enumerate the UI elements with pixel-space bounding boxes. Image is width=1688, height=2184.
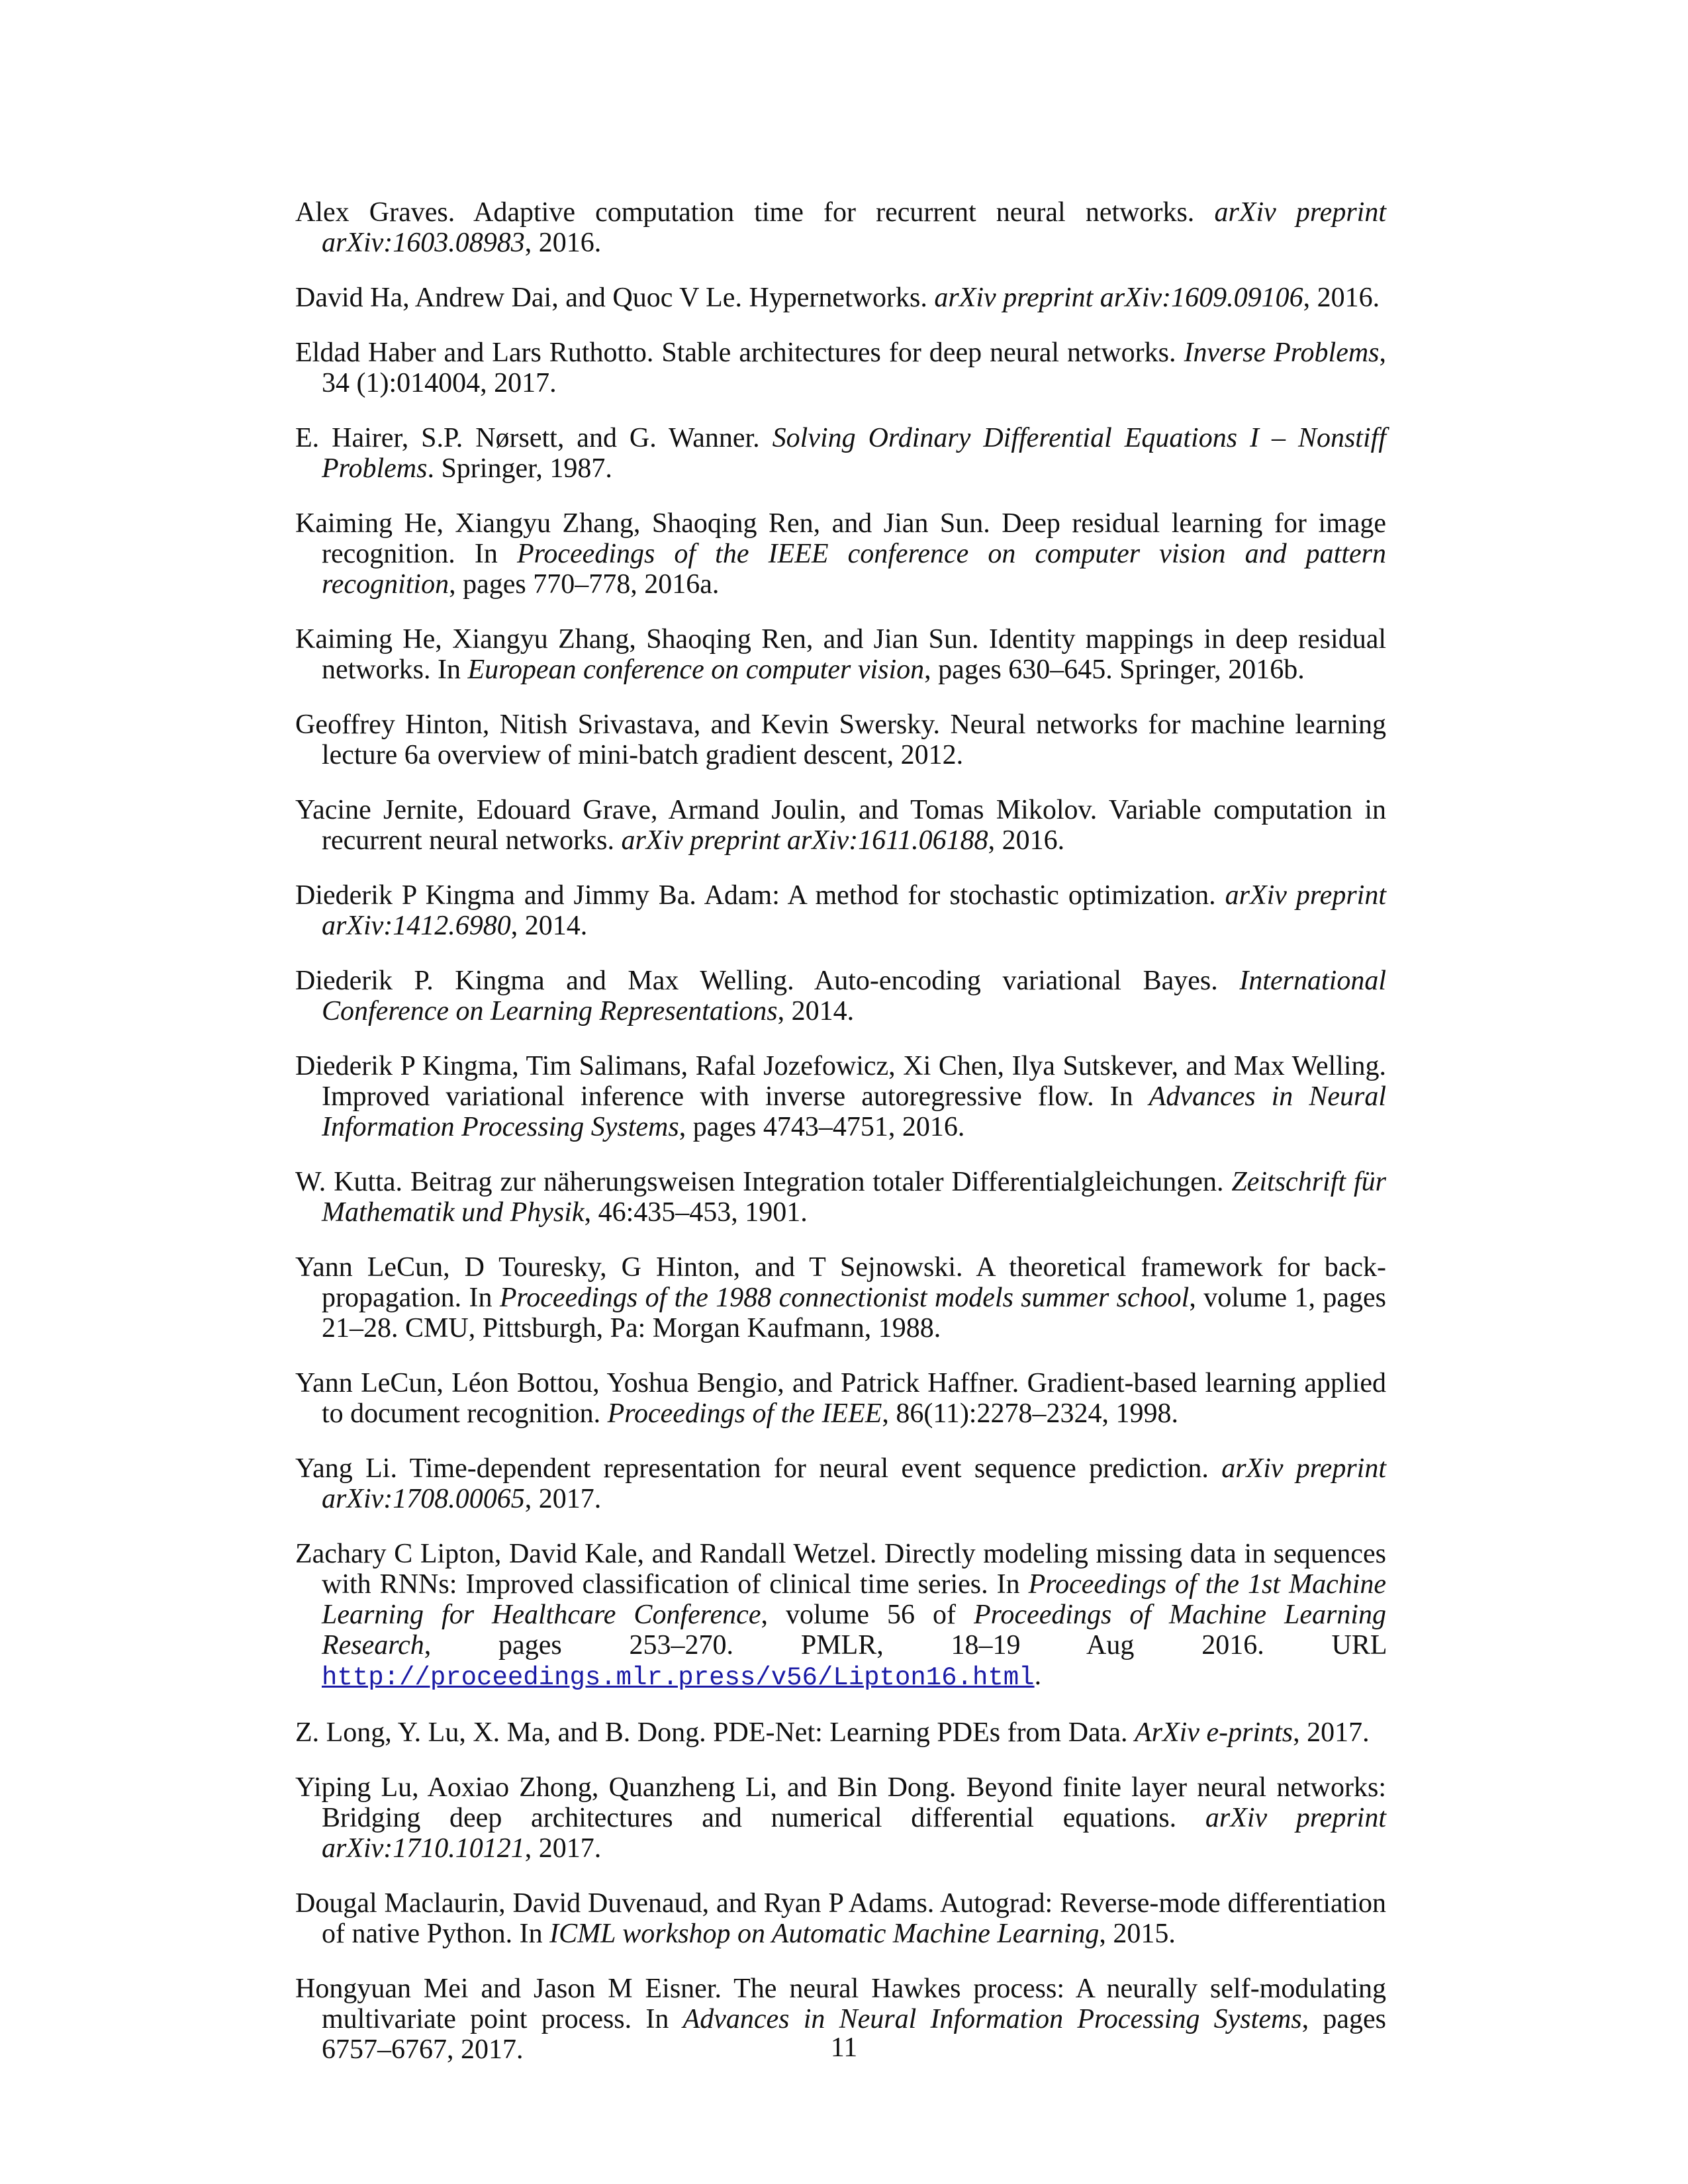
- reference-item: Diederik P. Kingma and Max Welling. Auto-encoding variational Bayes. International Conference on Learning Representations, 2014.: [295, 966, 1387, 1026]
- reference-item: W. Kutta. Beitrag zur näherungsweisen Integration totaler Differentialgleichungen. Zeitschrift für Mathematik und Physik, 46:435–453, 1901.: [295, 1167, 1386, 1228]
- reference-item: Geoffrey Hinton, Nitish Srivastava, and Kevin Swersky. Neural networks for machine learning lecture 6a overview of mini-batch gradient descent, 2012.: [295, 709, 1386, 770]
- reference-list: [295, 197, 1386, 2089]
- reference-item: E. Hairer, S.P. Nørsett, and G. Wanner. Solving Ordinary Differential Equations I – Nonstiff Problems. Springer, 1987.: [295, 423, 1386, 484]
- reference-item: Yang Li. Time-dependent representation for neural event sequence prediction. arXiv preprint arXiv:1708.00065, 2017.: [295, 1453, 1387, 1514]
- reference-item: Yacine Jernite, Edouard Grave, Armand Joulin, and Tomas Mikolov. Variable computation in recurrent neural networks. arXiv preprint arXiv:1611.06188, 2016.: [295, 795, 1387, 856]
- reference-item: Yann LeCun, D Touresky, G Hinton, and T Sejnowski. A theoretical framework for back-propagation. In Proceedings of the 1988 connectionist models summer school, volume 1, pages 21–28. CMU, Pittsburgh, Pa: Morgan Kaufmann, 1988.: [295, 1252, 1387, 1343]
- reference-item: Eldad Haber and Lars Ruthotto. Stable architectures for deep neural networks. Inverse Problems, 34 (1):014004, 2017.: [295, 338, 1387, 398]
- reference-item: Diederik P Kingma and Jimmy Ba. Adam: A method for stochastic optimization. arXiv preprint arXiv:1412.6980, 2014.: [295, 880, 1387, 941]
- reference-item: David Ha, Andrew Dai, and Quoc V Le. Hypernetworks. arXiv preprint arXiv:1609.09106, 2016.: [295, 283, 1380, 313]
- reference-url-link[interactable]: http://proceedings.mlr.press/v56/Lipton16.html: [322, 1663, 1035, 1692]
- page-number: 11: [830, 2032, 858, 2063]
- reference-item: Kaiming He, Xiangyu Zhang, Shaoqing Ren, and Jian Sun. Deep residual learning for image recognition. In Proceedings of the IEEE conference on computer vision and pattern recognition, pages 770–778, 2016a.: [295, 508, 1387, 600]
- reference-item: Alex Graves. Adaptive computation time for recurrent neural networks. arXiv preprint arXiv:1603.08983, 2016.: [295, 197, 1387, 258]
- reference-item: Kaiming He, Xiangyu Zhang, Shaoqing Ren, and Jian Sun. Identity mappings in deep residual networks. In European conference on computer vision, pages 630–645. Springer, 2016b.: [295, 624, 1386, 685]
- reference-item: Yann LeCun, Léon Bottou, Yoshua Bengio, and Patrick Haffner. Gradient-based learning applied to document recognition. Proceedings of the IEEE, 86(11):2278–2324, 1998.: [295, 1368, 1387, 1429]
- reference-item: Z. Long, Y. Lu, X. Ma, and B. Dong. PDE-Net: Learning PDEs from Data. ArXiv e-prints, 2017.: [295, 1717, 1370, 1748]
- reference-item: Zachary C Lipton, David Kale, and Randall Wetzel. Directly modeling missing data in sequences with RNNs: Improved classification of clinical time series. In Proceedings of the 1st Machine Learning for Healthcare Conference, volume 56 of Proceedings of Machine Learning Research, pages 253–270. PMLR, 18–19 Aug 2016. URL http://proceedings.mlr.press/v56/Lipton16.html.: [295, 1539, 1387, 1692]
- reference-item: Hongyuan Mei and Jason M Eisner. The neural Hawkes process: A neurally self-modulating multivariate point process. In Advances in Neural Information Processing Systems, pages 6757–6767, 2017.: [295, 1974, 1386, 2065]
- reference-item: Diederik P Kingma, Tim Salimans, Rafal Jozefowicz, Xi Chen, Ilya Sutskever, and Max Welling. Improved variational inference with inverse autoregressive flow. In Advances in Neural Information Processing Systems, pages 4743–4751, 2016.: [295, 1051, 1387, 1142]
- reference-item: Yiping Lu, Aoxiao Zhong, Quanzheng Li, and Bin Dong. Beyond finite layer neural networks: Bridging deep architectures and numerical differential equations. arXiv preprint arXiv:1710.10121, 2017.: [295, 1772, 1387, 1864]
- reference-item: Dougal Maclaurin, David Duvenaud, and Ryan P Adams. Autograd: Reverse-mode differentiation of native Python. In ICML workshop on Automatic Machine Learning, 2015.: [295, 1888, 1387, 1949]
